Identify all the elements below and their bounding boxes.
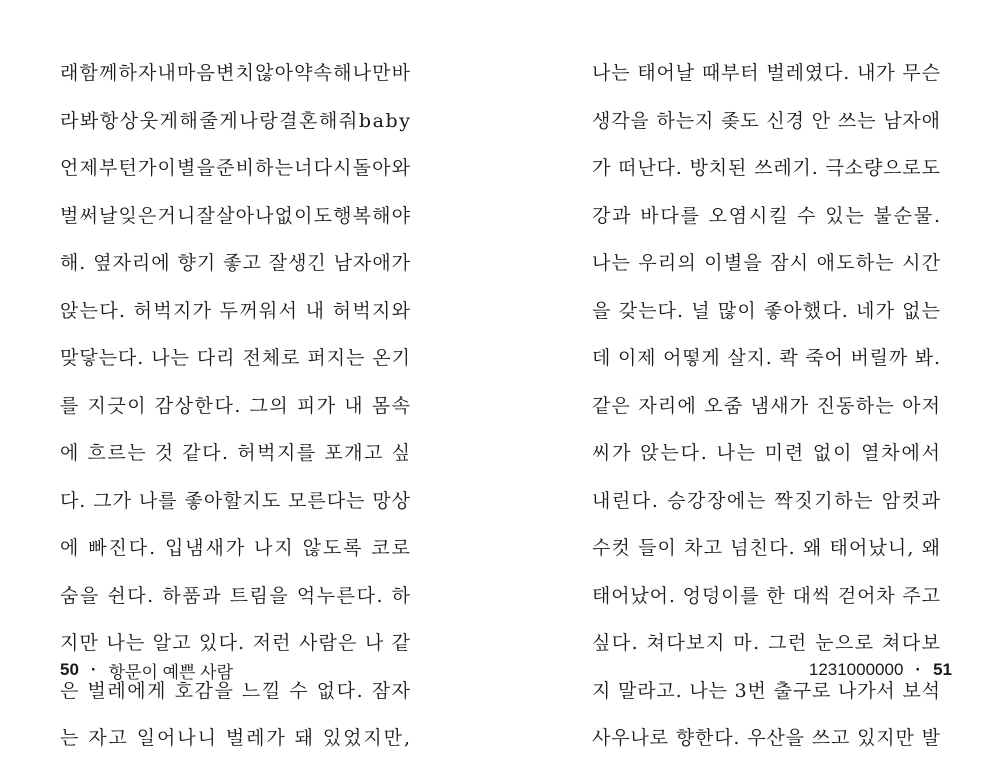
text-line: 맞닿는다. 나는 다리 전체로 퍼지는 온기: [60, 347, 411, 369]
page-number: 50: [60, 660, 79, 679]
text-line: 에 빠진다. 입냄새가 나지 않도록 코로: [60, 537, 412, 559]
footer-separator: ·: [915, 660, 922, 679]
text-line: 내린다. 승강장에는 짝짓기하는 암컷과: [592, 489, 942, 512]
text-line: 사우나로 향한다. 우산을 쓰고 있지만 발: [592, 727, 941, 749]
text-line: 을 갖는다. 널 많이 좋아했다. 네가 없는: [592, 299, 942, 322]
text-line: 은 벌레에게 호감을 느낄 수 없다. 잠자: [60, 679, 412, 702]
text-line: 나는 우리의 이별을 잠시 애도하는 시간: [592, 252, 942, 274]
page-number: 51: [933, 660, 952, 679]
text-line: 앉는다. 허벅지가 두꺼워서 내 허벅지와: [60, 299, 412, 322]
text-line: 언제부턴가이별을준비하는너다시돌아와: [60, 157, 412, 179]
text-line: 강과 바다를 오염시킬 수 있는 불순물.: [592, 204, 942, 227]
footer-separator: ·: [90, 660, 97, 679]
right-page-footer: [809, 656, 952, 684]
text-line: 해. 옆자리에 향기 좋고 잘생긴 남자애가: [60, 252, 411, 274]
text-line: 지 말라고. 나는 3번 출구로 나가서 보석: [592, 679, 941, 702]
text-line: 수컷 들이 차고 넘친다. 왜 태어났니, 왜: [592, 537, 942, 559]
text-line: 래함께하자내마음변치않아약속해나만바: [60, 62, 412, 84]
running-title: 항문이 예쁜 사람: [108, 662, 233, 682]
text-line: 숨을 쉰다. 하품과 트림을 억누른다. 하: [60, 584, 412, 607]
text-line: 에 흐르는 것 같다. 허벅지를 포개고 싶: [60, 442, 412, 464]
text-line: 벌써날잊은거니잘살아나없이도행복해야: [60, 204, 412, 227]
text-line: 는 자고 일어나니 벌레가 돼 있었지만,: [60, 727, 412, 749]
text-line: 지만 나는 알고 있다. 저런 사람은 나 같: [60, 632, 412, 654]
text-line: 다. 그가 나를 좋아할지도 모른다는 망상: [60, 489, 411, 512]
text-line: 싶다. 쳐다보지 마. 그런 눈으로 쳐다보: [592, 632, 942, 654]
text-line: 생각을 하는지 좆도 신경 안 쓰는 남자애: [592, 109, 941, 132]
running-title: 1231000000: [808, 660, 904, 679]
text-line: 라봐항상웃게해줄게나랑결혼해줘baby: [60, 109, 412, 132]
text-line: 씨가 앉는다. 나는 미련 없이 열차에서: [592, 442, 942, 464]
text-line: 데 이제 어떻게 살지. 콱 죽어 버릴까 봐.: [592, 347, 941, 369]
text-line: 태어났어. 엉덩이를 한 대씩 걷어차 주고: [592, 584, 941, 607]
text-line: 를 지긋이 감상한다. 그의 피가 내 몸속: [60, 394, 412, 417]
left-page-footer: [60, 656, 233, 684]
text-line: 같은 자리에 오줌 냄새가 진동하는 아저: [592, 394, 942, 417]
text-line: 가 떠난다. 방치된 쓰레기. 극소량으로도: [592, 157, 941, 179]
text-line: 나는 태어날 때부터 벌레였다. 내가 무슨: [592, 62, 941, 84]
